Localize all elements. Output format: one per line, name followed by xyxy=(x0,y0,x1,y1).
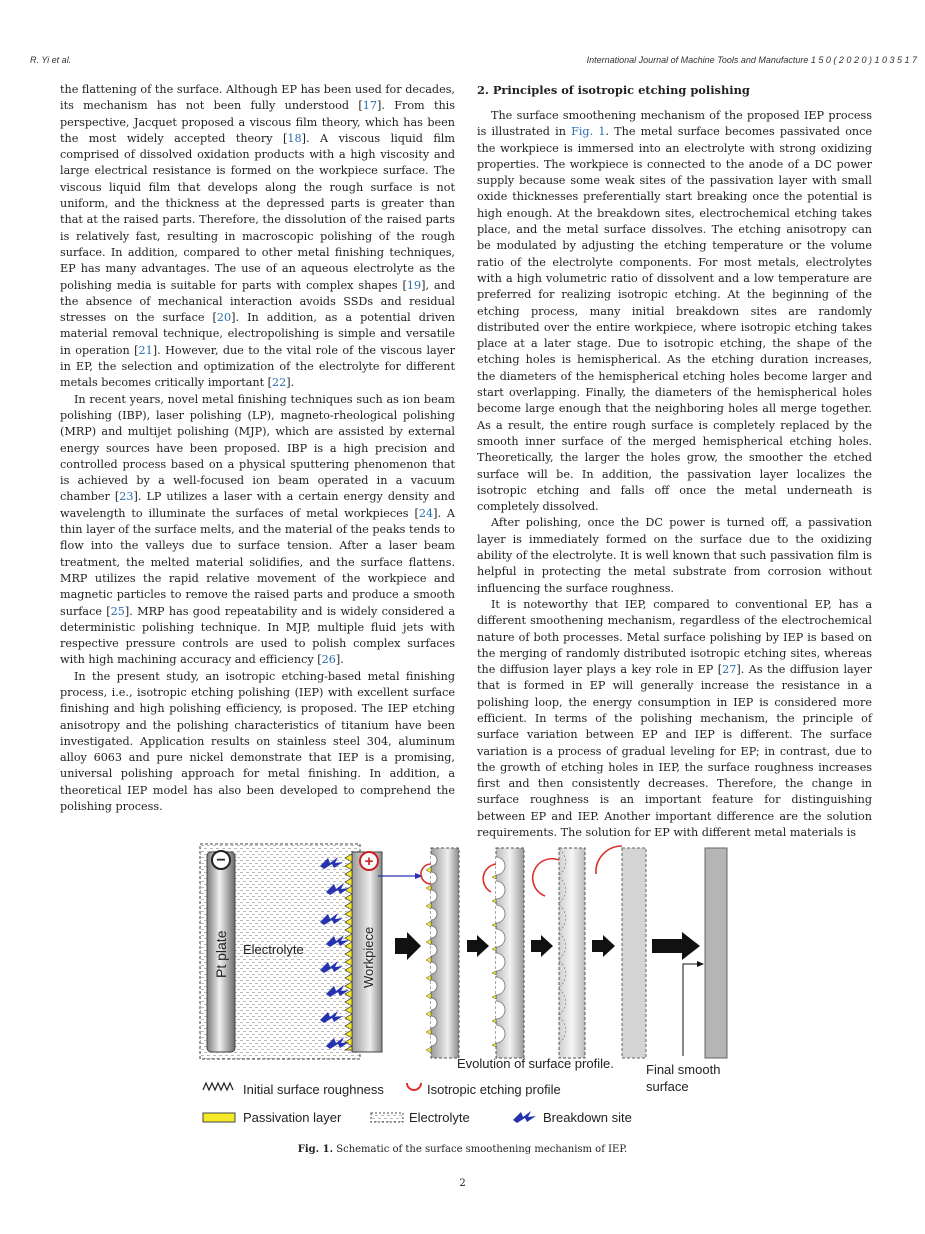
passivation-fragment xyxy=(426,885,431,891)
figure-1 xyxy=(195,838,740,1138)
citation-link[interactable]: 25 xyxy=(110,604,125,618)
paragraph xyxy=(60,82,455,392)
final-pointer-arrowhead xyxy=(697,961,704,967)
final-pointer-line xyxy=(683,964,700,1056)
plus-sign: + xyxy=(364,853,374,870)
schematic-diagram xyxy=(195,838,740,1138)
text-run: the flattening of the surface. Although EP has been used for decades, its mechanism has not been fully understood [ xyxy=(60,83,455,113)
stage-5-etching-arc xyxy=(596,846,622,874)
legend-electrolyte-label: Electrolyte xyxy=(409,1110,470,1125)
etching-profile-arc xyxy=(421,864,431,884)
minus-sign: − xyxy=(216,852,226,869)
figure-caption xyxy=(0,1144,925,1155)
passivation-fragment xyxy=(492,995,496,999)
passivation-fragment xyxy=(426,1011,431,1017)
passivation-fragment xyxy=(426,1029,431,1035)
citation-link[interactable]: 17 xyxy=(362,99,377,113)
final-label-line-2: surface xyxy=(646,1079,689,1094)
text-run: ]. However, due to the vital role of the viscous layer in EP, the selection and optimization of the electrolyte for different metals becomes critically important [ xyxy=(60,343,456,390)
passivation-fragment xyxy=(426,903,431,909)
passivation-fragment xyxy=(426,993,431,999)
stage-5-profile xyxy=(622,848,646,1058)
caption-label: Fig. 1. xyxy=(297,1144,334,1155)
process-arrow-4-icon xyxy=(592,935,615,957)
legend-etching-icon xyxy=(407,1083,421,1090)
text-run: ]. A thin layer of the surface melts, and the material of the peaks tends to flow into the valleys due to surface tension. After a laser beam treatment, the melted material solidifies, and the surface flattens. MRP utilizes the rapid relative movement of the workpiece and magnetic particles to remove the raised parts and produce a smooth surface [ xyxy=(60,506,455,618)
passivation-fragment xyxy=(492,971,496,975)
paragraph xyxy=(477,515,872,596)
process-arrow-1-icon xyxy=(395,932,421,960)
passivation-fragment xyxy=(426,867,431,873)
text-run: It is noteworthy that IEP, compared to conventional EP, has a different smoothening mechanism, regardless of the electrochemical nature of both processes. Metal surface polishing by IEP is based on the merging of randomly distributed isotropic etching sites, whereas the diffusion layer plays a key role in EP [ xyxy=(477,597,872,677)
evolution-label: Evolution of surface profile. xyxy=(457,1056,614,1071)
citation-link[interactable]: 26 xyxy=(321,653,336,667)
legend-breakdown-label: Breakdown site xyxy=(543,1110,632,1125)
text-run: In the present study, an isotropic etching-based metal finishing process, i.e., isotropic etching polishing (IEP) with excellent surface finishing and high polishing efficiency, is proposed. The IEP etching anisotropy and the polishing characteristics of titanium have been investigated. Application results on stainless steel 304, aluminum alloy 6063 and pure nickel demonstrate that IEP is a promising, universal polishing approach for metal finishing. In addition, a theoretical IEP model has also been developed to comprehend the polishing process. xyxy=(60,669,455,814)
citation-link[interactable]: Fig. 1 xyxy=(571,125,606,139)
text-run: ]. xyxy=(335,653,344,667)
process-arrow-3-icon xyxy=(531,935,553,957)
legend-breakdown-icon xyxy=(513,1111,536,1123)
passivation-fragment xyxy=(492,923,496,927)
final-smooth-surface xyxy=(705,848,727,1058)
paragraph xyxy=(60,669,455,816)
citation-link[interactable]: 21 xyxy=(138,343,153,357)
page-number: 2 xyxy=(459,1178,466,1189)
text-run: . The metal surface becomes passivated once the workpiece is immersed into an electrolyte with strong oxidizing properties. The workpiece is connected to the anode of a DC power supply because some weak sites of the passivation layer with small oxide thicknesses preferentially start breaking once the potential is high enough. At the breakdown sites, electrochemical etching takes place, and the metal surface dissolves. The etching anisotropy can be modulated by adjusting the etching temperature or the volume ratio of the electrolyte components. For most metals, electrolytes with a high volumetric ratio of dissolvent and a low temperature are preferred for realizing isotropic etching. At the beginning of the etching process, many initial breakdown sites are randomly distributed over the entire workpiece, where isotropic etching takes place at a later stage. Due to isotropic etching, the shape of the etching holes is hemispherical. As the etching duration increases, the diameters of the hemispherical etching holes become larger and start overlapping. Finally, the diameters of the hemispherical holes become large enough that the neighboring holes all merge together. As a result, the entire rough surface is completely replaced by the smooth inner surface of the merged hemispherical etching holes. Theoretically, the larger the holes grow, the smoother the etched surface will be. In addition, the passivation layer localizes the isotropic etching and falls off once the metal underneath is completely dissolved. xyxy=(477,125,873,514)
text-run: ]. LP utilizes a laser with a certain energy density and wavelength to illuminate the surfaces of metal workpieces [ xyxy=(60,490,455,520)
legend-roughness-icon xyxy=(203,1083,233,1090)
text-run: ]. From this perspective, Jacquet proposed a viscous film theory, which has been the most widely accepted theory [ xyxy=(60,99,455,145)
passivation-fragment xyxy=(492,947,496,951)
pt-plate-label: Pt plate xyxy=(213,930,229,978)
citation-link[interactable]: 19 xyxy=(406,278,422,292)
citation-link[interactable]: 20 xyxy=(216,311,232,325)
section-heading: 2. Principles of isotropic etching polishing xyxy=(477,83,750,97)
right-column xyxy=(477,82,872,841)
text-run: ]. As the diffusion layer that is formed in EP will generally increase the resistance in a polishing loop, the energy consumption in IEP is considered more efficient. In terms of the polishing mechanism, the principle of surface variation between EP and IEP is different. The surface variation is a process of gradual leveling for EP; in contrast, due to the growth of etching holes in IEP, the surface roughness increases first and then consistently decreases. Therefore, the change in surface roughness is an important feature for distinguishing between EP and IEP. Another important difference are the solution requirements. The solution for EP with different metal materials is xyxy=(477,663,872,840)
text-run: In recent years, novel metal finishing techniques such as ion beam polishing (IBP), laser polishing (LP), magneto-rheological polishing (MRP) and multijet polishing (MJP), which are assisted by external energy sources have been proposed. IBP is a high precision and controlled process based on a physical sputtering phenomenon that is achieved by a well-focused ion beam operated in a vacuum chamber [ xyxy=(60,392,455,504)
passivation-fragment xyxy=(426,939,431,945)
process-arrow-2-icon xyxy=(467,935,489,957)
passivation-fragment xyxy=(426,921,431,927)
running-header-authors: R. Yi et al. xyxy=(30,55,72,65)
legend-passivation-label: Passivation layer xyxy=(243,1110,342,1125)
citation-link[interactable]: 24 xyxy=(418,506,434,520)
legend-electrolyte-icon xyxy=(371,1113,403,1122)
etching-profile-arc xyxy=(533,859,559,896)
electrolyte-label: Electrolyte xyxy=(243,942,304,957)
paragraph xyxy=(477,597,872,841)
passivation-fragment xyxy=(426,1047,431,1053)
text-run: ], and the absence of mechanical interaction avoids SSDs and residual stresses on the surface [ xyxy=(60,278,455,325)
passivation-fragment xyxy=(492,1019,496,1023)
passivation-fragment xyxy=(426,975,431,981)
legend-roughness-label: Initial surface roughness xyxy=(243,1082,384,1097)
citation-link[interactable]: 27 xyxy=(722,663,737,677)
legend-etching-label: Isotropic etching profile xyxy=(427,1082,561,1097)
left-column xyxy=(60,82,455,815)
final-label-line-1: Final smooth xyxy=(646,1062,721,1077)
text-run: ]. MRP has good repeatability and is widely considered a deterministic polishing technique. In MJP, multiple fluid jets with respective pressure controls are used to polish complex surfaces with high machining accuracy and efficiency [ xyxy=(60,604,455,667)
passivation-fragment xyxy=(492,1043,496,1047)
text-run: The surface smoothening mechanism of the proposed IEP process is illustrated in xyxy=(477,109,872,139)
passivation-fragment xyxy=(492,899,496,903)
stage-4-profile xyxy=(559,848,585,1058)
legend-passivation-icon xyxy=(203,1113,235,1122)
process-arrow-5-icon xyxy=(652,932,700,960)
citation-link[interactable]: 22 xyxy=(272,376,287,390)
text-run: ]. xyxy=(286,376,295,390)
citation-link[interactable]: 18 xyxy=(287,131,302,145)
paragraph xyxy=(477,108,872,515)
passivation-fragment xyxy=(426,957,431,963)
citation-link[interactable]: 23 xyxy=(119,490,134,504)
text-run: ]. A viscous liquid film comprised of dissolved oxidation products with a high viscosity and large electrical resistance is formed on the workpiece surface. The viscous liquid film that develops along the rough surface is not uniform, and the thickness at the depressed parts is greater than that at the raised parts. Therefore, the dissolution of the raised parts is relatively fast, resulting in macroscopic polishing of the rough surface. In addition, compared to other metal finishing techniques, EP has many advantages. The use of an aqueous electrolyte as the polishing media is suitable for parts with complex shapes [ xyxy=(60,131,455,292)
caption-text: Schematic of the surface smoothening mechanism of IEP. xyxy=(333,1144,628,1155)
paragraph xyxy=(60,392,455,669)
running-header-journal: International Journal of Machine Tools and Manufacture 1 5 0 ( 2 0 2 0 ) 1 0 3 5 1 7 xyxy=(586,55,917,65)
passivation-fragment xyxy=(492,875,496,879)
workpiece-label: Workpiece xyxy=(361,926,376,988)
text-run: ]. In addition, as a potential driven material removal technique, electropolishing is simple and versatile in operation [ xyxy=(60,311,455,357)
text-run: After polishing, once the DC power is turned off, a passivation layer is immediately formed on the surface due to the oxidizing ability of the electrolyte. It is well known that such passivation film is helpful in protecting the metal substrate from corrosion without influencing the surface roughness. xyxy=(477,516,872,595)
